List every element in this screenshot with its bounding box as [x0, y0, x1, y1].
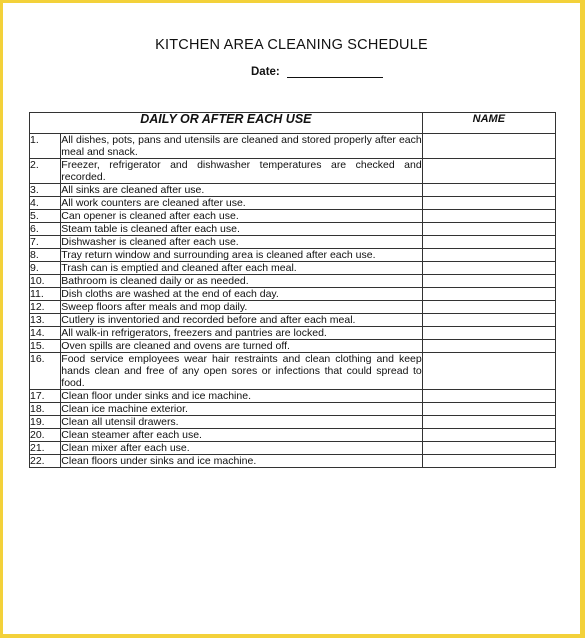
table-row: [30, 353, 556, 390]
row-number: 10.: [30, 275, 61, 288]
task-description: Clean floors under sinks and ice machine.: [61, 455, 422, 468]
table-row: [30, 288, 556, 301]
name-cell[interactable]: [422, 301, 555, 314]
date-label: Date:: [251, 66, 280, 78]
page-title: KITCHEN AREA CLEANING SCHEDULE: [155, 37, 428, 53]
task-description: Clean steamer after each use.: [61, 429, 422, 442]
name-cell[interactable]: [422, 223, 555, 236]
row-number: 6.: [30, 223, 61, 236]
table-body: [30, 134, 556, 468]
table-row: [30, 210, 556, 223]
task-description: Clean floor under sinks and ice machine.: [61, 390, 422, 403]
row-number: 5.: [30, 210, 61, 223]
row-number: 2.: [30, 159, 61, 184]
name-cell[interactable]: [422, 288, 555, 301]
task-description: Food service employees wear hair restraints and clean clothing and keep hands clean and free of any open sores or infections that could spread to food.: [61, 353, 422, 389]
task-description: Cutlery is inventoried and recorded before and after each meal.: [61, 314, 422, 327]
name-cell[interactable]: [422, 159, 555, 184]
row-number: 9.: [30, 262, 61, 275]
row-number: 12.: [30, 301, 61, 314]
task-description: Dish cloths are washed at the end of each day.: [61, 288, 422, 301]
row-number: 15.: [30, 340, 61, 353]
row-number: 1.: [30, 134, 61, 159]
table-row: [30, 197, 556, 210]
task-description: Bathroom is cleaned daily or as needed.: [61, 275, 422, 288]
table-row: [30, 327, 556, 340]
name-cell[interactable]: [422, 197, 555, 210]
name-column-header: NAME: [422, 113, 555, 134]
task-description: Can opener is cleaned after each use.: [61, 210, 422, 223]
task-description: Freezer, refrigerator and dishwasher temperatures are checked and recorded.: [61, 159, 422, 183]
task-description: Clean ice machine exterior.: [61, 403, 422, 416]
table-row: [30, 184, 556, 197]
date-row: [251, 66, 383, 78]
name-cell[interactable]: [422, 416, 555, 429]
table-row: [30, 442, 556, 455]
task-description: Sweep floors after meals and mop daily.: [61, 301, 422, 314]
name-cell[interactable]: [422, 236, 555, 249]
row-number: 7.: [30, 236, 61, 249]
table-row: [30, 159, 556, 184]
name-cell[interactable]: [422, 429, 555, 442]
table-row: [30, 262, 556, 275]
name-cell[interactable]: [422, 353, 555, 390]
name-cell[interactable]: [422, 249, 555, 262]
table-row: [30, 134, 556, 159]
name-cell[interactable]: [422, 210, 555, 223]
table-row: [30, 275, 556, 288]
name-cell[interactable]: [422, 327, 555, 340]
table-row: [30, 314, 556, 327]
table-row: [30, 340, 556, 353]
row-number: 16.: [30, 353, 61, 390]
date-field[interactable]: [287, 66, 383, 78]
table-row: [30, 416, 556, 429]
table-row: [30, 249, 556, 262]
row-number: 11.: [30, 288, 61, 301]
table-row: [30, 390, 556, 403]
table-row: [30, 429, 556, 442]
row-number: 21.: [30, 442, 61, 455]
table-row: [30, 455, 556, 468]
name-cell[interactable]: [422, 134, 555, 159]
table-row: [30, 223, 556, 236]
task-description: All dishes, pots, pans and utensils are cleaned and stored properly after each meal and snack.: [61, 134, 422, 158]
task-description: All work counters are cleaned after use.: [61, 197, 422, 210]
row-number: 18.: [30, 403, 61, 416]
row-number: 8.: [30, 249, 61, 262]
table-row: [30, 403, 556, 416]
task-description: Oven spills are cleaned and ovens are turned off.: [61, 340, 422, 353]
name-cell[interactable]: [422, 262, 555, 275]
row-number: 13.: [30, 314, 61, 327]
row-number: 19.: [30, 416, 61, 429]
name-cell[interactable]: [422, 314, 555, 327]
name-cell[interactable]: [422, 455, 555, 468]
task-description: Dishwasher is cleaned after each use.: [61, 236, 422, 249]
row-number: 4.: [30, 197, 61, 210]
schedule-sheet: [3, 3, 580, 634]
name-cell[interactable]: [422, 390, 555, 403]
row-number: 14.: [30, 327, 61, 340]
row-number: 20.: [30, 429, 61, 442]
task-description: All walk-in refrigerators, freezers and pantries are locked.: [61, 327, 422, 340]
task-description: Steam table is cleaned after each use.: [61, 223, 422, 236]
row-number: 3.: [30, 184, 61, 197]
row-number: 22.: [30, 455, 61, 468]
table-row: [30, 236, 556, 249]
table-header-row: [30, 113, 556, 134]
table-row: [30, 301, 556, 314]
name-cell[interactable]: [422, 403, 555, 416]
task-column-header: DAILY OR AFTER EACH USE: [30, 113, 423, 134]
task-description: Clean mixer after each use.: [61, 442, 422, 455]
task-description: Tray return window and surrounding area is cleaned after each use.: [61, 249, 422, 262]
name-cell[interactable]: [422, 442, 555, 455]
cleaning-schedule-table: [29, 112, 556, 468]
task-description: Trash can is emptied and cleaned after each meal.: [61, 262, 422, 275]
name-cell[interactable]: [422, 184, 555, 197]
task-description: Clean all utensil drawers.: [61, 416, 422, 429]
row-number: 17.: [30, 390, 61, 403]
name-cell[interactable]: [422, 340, 555, 353]
task-description: All sinks are cleaned after use.: [61, 184, 422, 197]
name-cell[interactable]: [422, 275, 555, 288]
